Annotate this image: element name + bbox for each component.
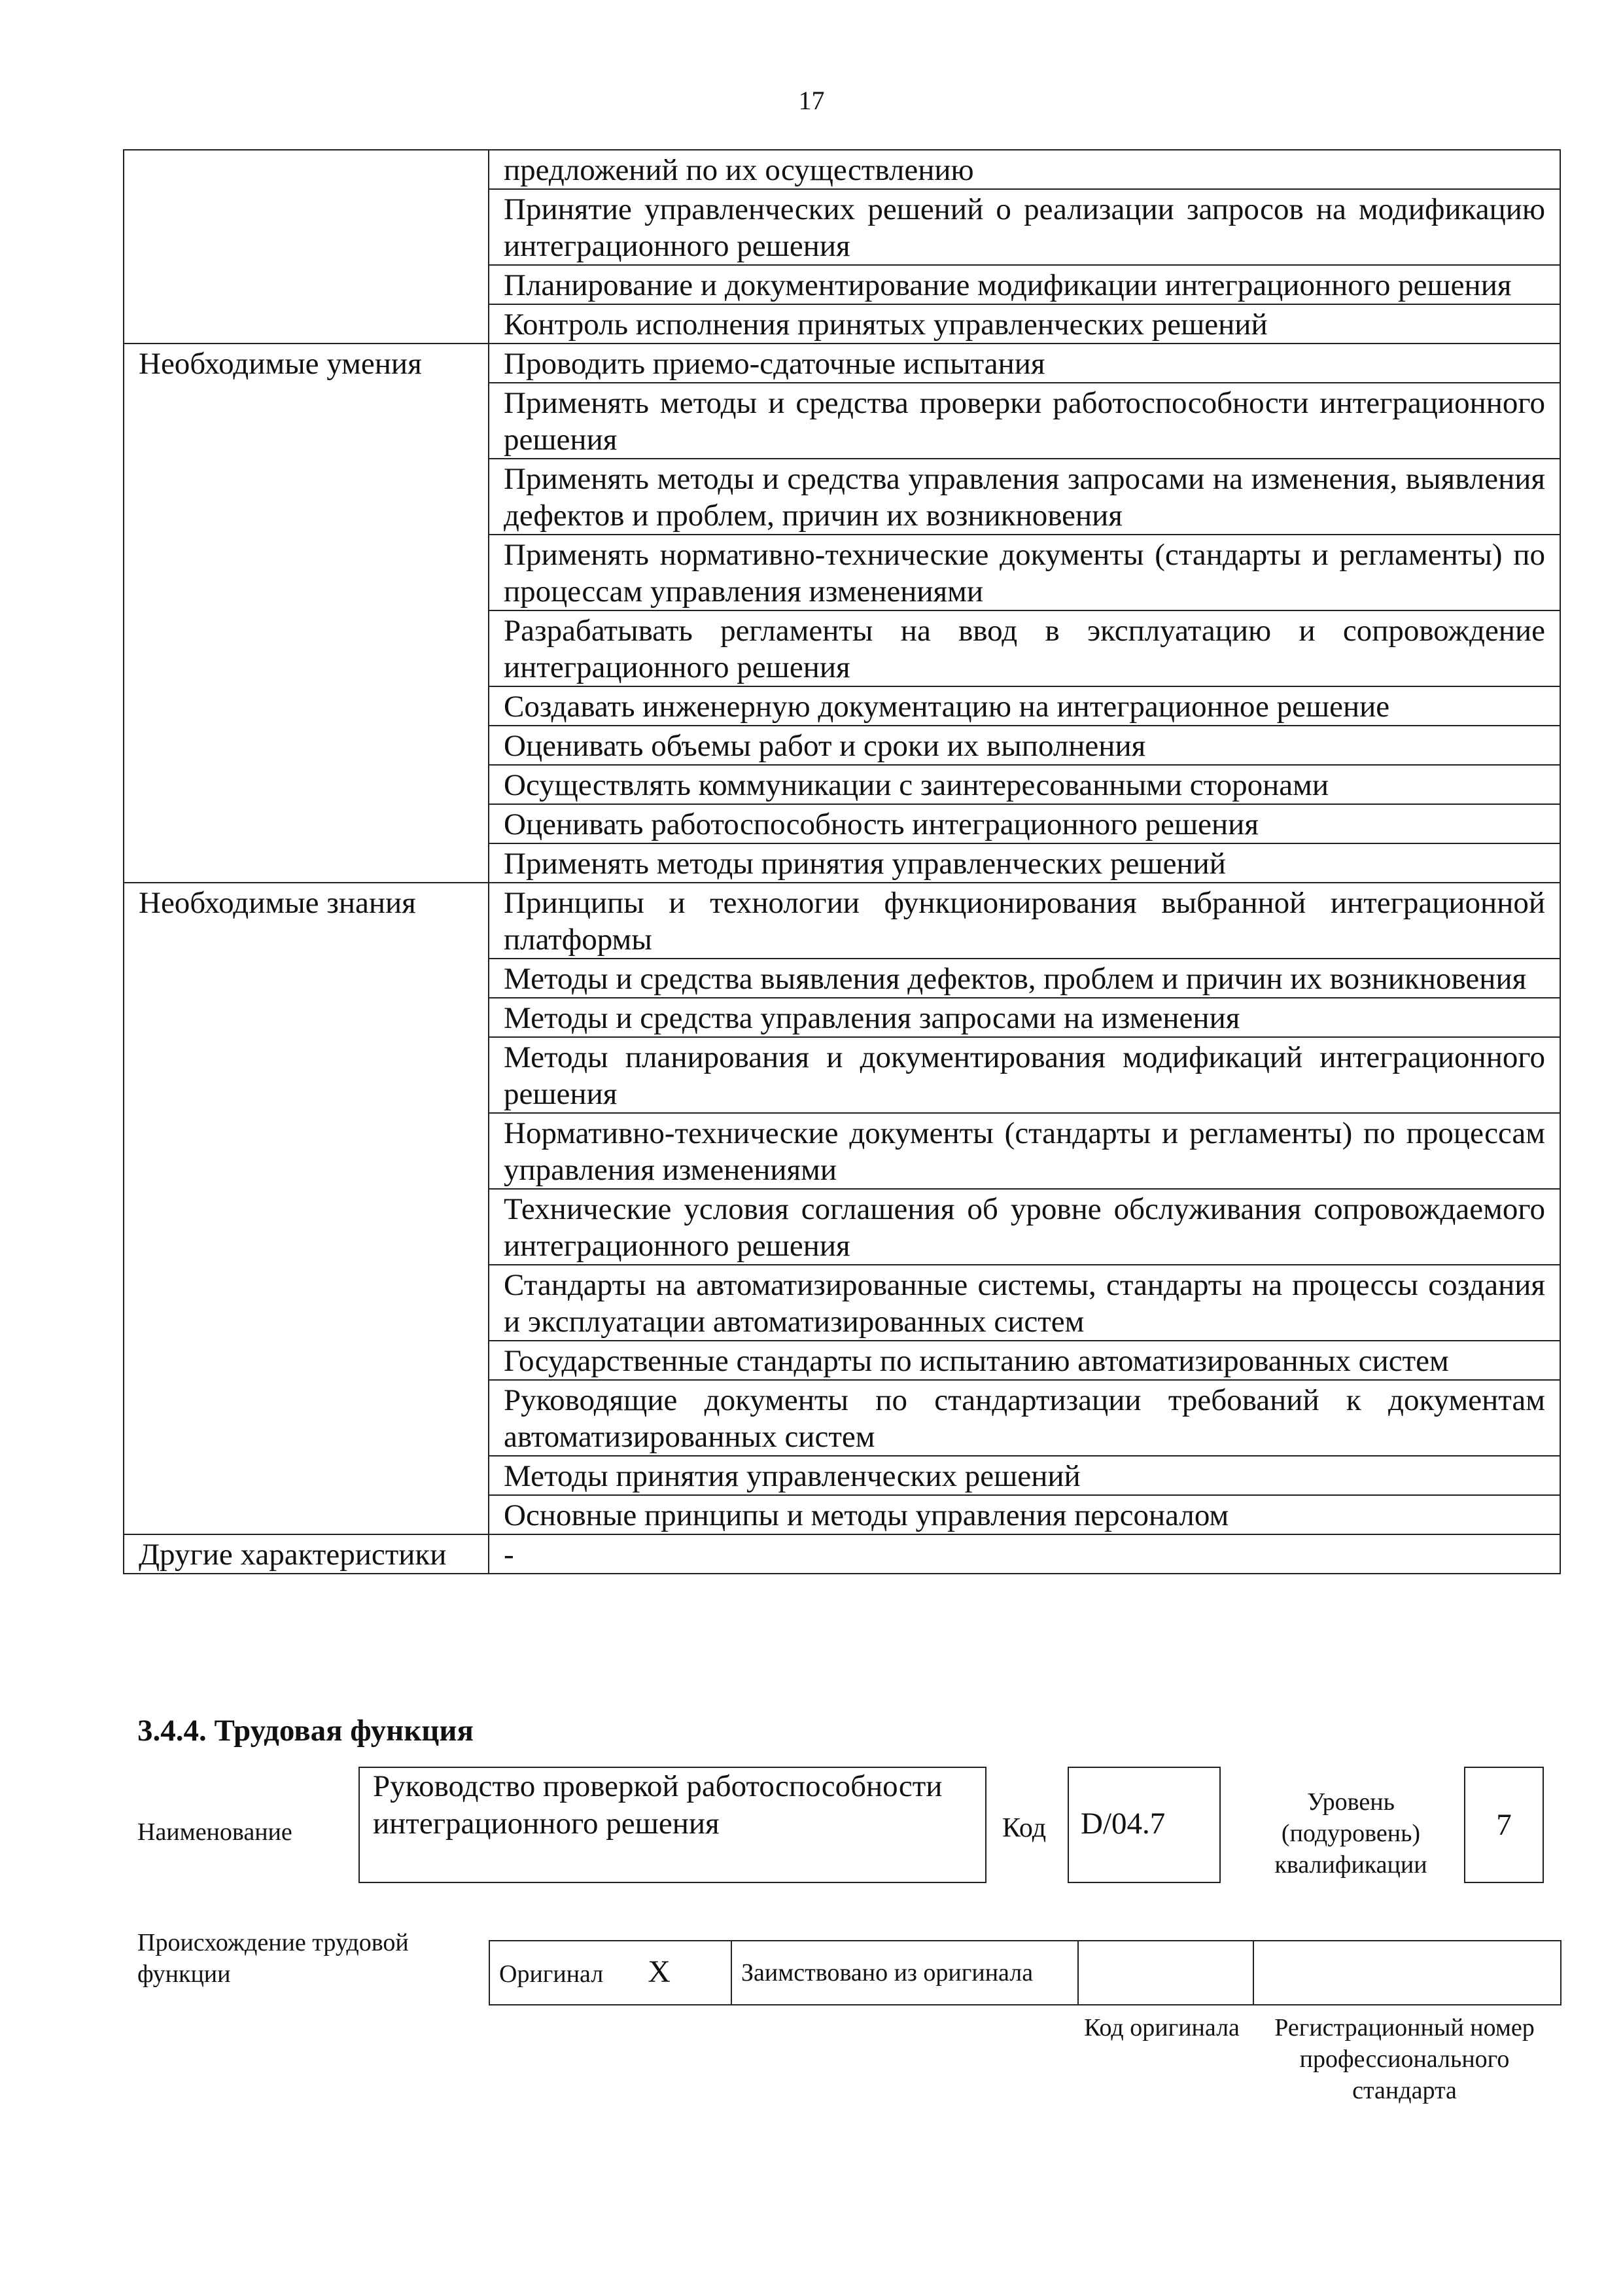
row-item: Методы и средства управления запросами на изменения <box>489 998 1560 1037</box>
row-item: Контроль исполнения принятых управленческих решений <box>489 304 1560 344</box>
page-number: 17 <box>798 86 825 115</box>
row-item: Методы планирования и документирования модификаций интеграционного решения <box>489 1037 1560 1113</box>
row-item: Методы принятия управленческих решений <box>489 1456 1560 1495</box>
original-cell <box>489 1941 731 2005</box>
table-row <box>124 1534 1560 1574</box>
row-label <box>124 150 489 344</box>
level-value: 7 <box>1464 1767 1544 1883</box>
row-item: Технические условия соглашения об уровне обслуживания сопровождаемого интеграционного решения <box>489 1189 1560 1265</box>
row-item: Применять нормативно-технические документы (стандарты и регламенты) по процессам управления изменениями <box>489 535 1560 610</box>
origin-table <box>489 1940 1562 2005</box>
row-item: Нормативно-технические документы (стандарты и регламенты) по процессам управления изменениями <box>489 1113 1560 1189</box>
row-item: Принятие управленческих решений о реализации запросов на модификацию интеграционного решения <box>489 189 1560 265</box>
row-item: Применять методы принятия управленческих решений <box>489 843 1560 883</box>
row-item: Методы и средства выявления дефектов, проблем и причин их возникновения <box>489 959 1560 998</box>
registration-number-cell <box>1253 1941 1561 2005</box>
code-label: Код <box>1002 1813 1047 1843</box>
original-code-cell <box>1078 1941 1253 2005</box>
row-item: Проводить приемо-сдаточные испытания <box>489 344 1560 383</box>
row-item: Государственные стандарты по испытанию автоматизированных систем <box>489 1341 1560 1380</box>
row-item: Основные принципы и методы управления персоналом <box>489 1495 1560 1534</box>
row-label: Другие характеристики <box>124 1534 489 1574</box>
row-item: Планирование и документирование модификации интеграционного решения <box>489 265 1560 304</box>
original-label: Оригинал <box>499 1960 604 1988</box>
row-item: Принципы и технологии функционирования выбранной интеграционной платформы <box>489 883 1560 959</box>
row-item: Руководящие документы по стандартизации требований к документам автоматизированных систем <box>489 1380 1560 1456</box>
table-row <box>124 883 1560 959</box>
row-item: Разрабатывать регламенты на ввод в эксплуатацию и сопровождение интеграционного решения <box>489 610 1560 686</box>
requirements-table <box>123 149 1561 1574</box>
row-item: Создавать инженерную документацию на интеграционное решение <box>489 686 1560 726</box>
row-label: Необходимые умения <box>124 344 489 883</box>
row-item: Оценивать объемы работ и сроки их выполнения <box>489 726 1560 765</box>
table-row <box>124 344 1560 383</box>
original-mark: X <box>648 1954 671 1989</box>
level-label: Уровень (подуровень) квалификации <box>1274 1788 1427 1879</box>
section-title: 3.4.4. Трудовая функция <box>137 1714 474 1748</box>
row-item: Осуществлять коммуникации с заинтересованными сторонами <box>489 765 1560 804</box>
row-item: предложений по их осуществлению <box>489 150 1560 189</box>
row-label: Необходимые знания <box>124 883 489 1534</box>
row-item: Стандарты на автоматизированные системы, стандарты на процессы создания и эксплуатации автоматизированных систем <box>489 1265 1560 1341</box>
row-item: Применять методы и средства проверки работоспособности интеграционного решения <box>489 383 1560 459</box>
function-code: D/04.7 <box>1068 1767 1221 1883</box>
registration-number-caption: Регистрационный номер профессионального стандарта <box>1274 2014 1535 2104</box>
borrowed-label: Заимствовано из оригинала <box>731 1941 1078 2005</box>
row-item: Оценивать работоспособность интеграционного решения <box>489 804 1560 843</box>
original-code-caption: Код оригинала <box>1084 2014 1240 2041</box>
table-row <box>124 150 1560 189</box>
name-label: Наименование <box>137 1818 292 1846</box>
function-name: Руководство проверкой работоспособности интеграционного решения <box>358 1767 986 1883</box>
origin-label: Происхождение трудовой функции <box>137 1929 409 1988</box>
row-item: Применять методы и средства управления запросами на изменения, выявления дефектов и проблем, причин их возникновения <box>489 459 1560 535</box>
row-item: - <box>489 1534 1560 1574</box>
